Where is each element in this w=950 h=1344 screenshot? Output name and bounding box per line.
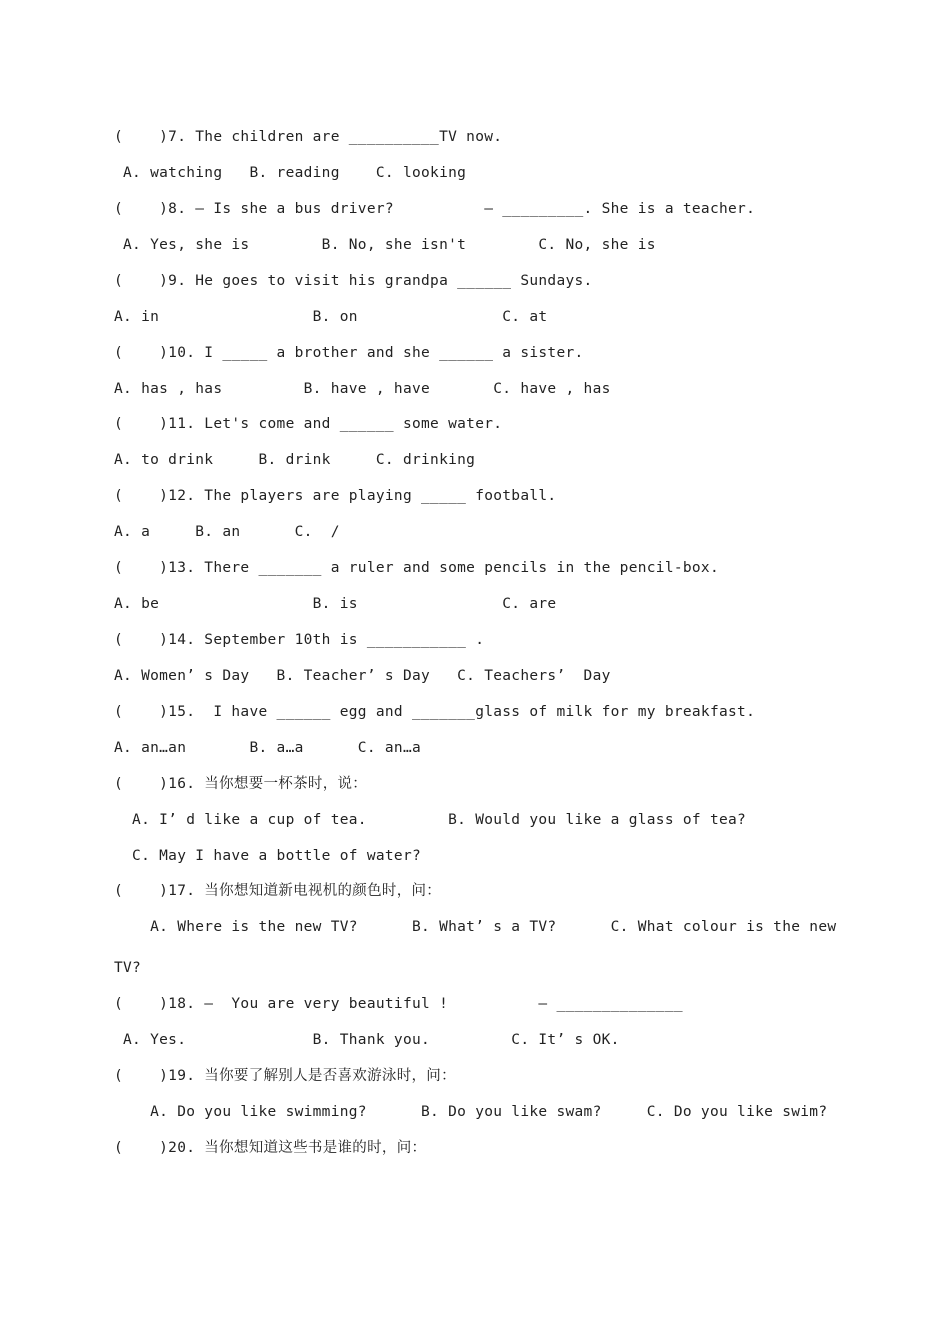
question-9: ( )9. He goes to visit his grandpa ______ Sundays.	[114, 273, 593, 289]
question-14-options: A. Women’ s Day B. Teacher’ s Day C. Teachers’ Day	[114, 668, 611, 684]
question-9-options: A. in B. on C. at	[114, 309, 548, 325]
question-16-option-c: C. May I have a bottle of water?	[114, 848, 422, 864]
question-16-options-ab: A. I’ d like a cup of tea. B. Would you like a glass of tea?	[114, 812, 747, 828]
question-19-options: A. Do you like swimming? B. Do you like swam? C. Do you like swim?	[114, 1104, 828, 1120]
question-7: ( )7. The children are __________TV now.	[114, 129, 503, 145]
question-10-options: A. has , has B. have , have C. have , has	[114, 381, 611, 397]
question-10: ( )10. I _____ a brother and she ______ a sister.	[114, 345, 584, 361]
question-18: ( )18. — You are very beautiful ! — ______________	[114, 996, 683, 1012]
question-14: ( )14. September 10th is ___________ .	[114, 632, 485, 648]
question-15-options: A. an…an B. a…a C. an…a	[114, 740, 422, 756]
question-16: ( )16. 当你想要一杯茶时，说：	[114, 776, 368, 792]
question-8: ( )8. — Is she a bus driver? — _________. She is a teacher.	[114, 201, 756, 217]
question-19: ( )19. 当你要了解别人是否喜欢游泳时，问：	[114, 1068, 456, 1084]
question-18-options: A. Yes. B. Thank you. C. It’ s OK.	[114, 1032, 620, 1048]
question-13-options: A. be B. is C. are	[114, 596, 557, 612]
question-13: ( )13. There _______ a ruler and some pencils in the pencil-box.	[114, 560, 719, 576]
question-15: ( )15. I have ______ egg and _______glass of milk for my breakfast.	[114, 704, 756, 720]
question-11-options: A. to drink B. drink C. drinking	[114, 452, 476, 468]
question-17: ( )17. 当你想知道新电视机的颜色时，问：	[114, 883, 442, 899]
question-17-options: A. Where is the new TV? B. What’ s a TV? C. What colour is the new	[114, 919, 837, 935]
question-7-options: A. watching B. reading C. looking	[114, 165, 467, 181]
question-12-options: A. a B. an C. /	[114, 524, 340, 540]
question-17-options-continued: TV?	[114, 960, 142, 976]
question-12: ( )12. The players are playing _____ football.	[114, 488, 557, 504]
question-8-options: A. Yes, she is B. No, she isn't C. No, she is	[114, 237, 656, 253]
question-20: ( )20. 当你想知道这些书是谁的时，问：	[114, 1140, 427, 1156]
question-11: ( )11. Let's come and ______ some water.	[114, 416, 503, 432]
